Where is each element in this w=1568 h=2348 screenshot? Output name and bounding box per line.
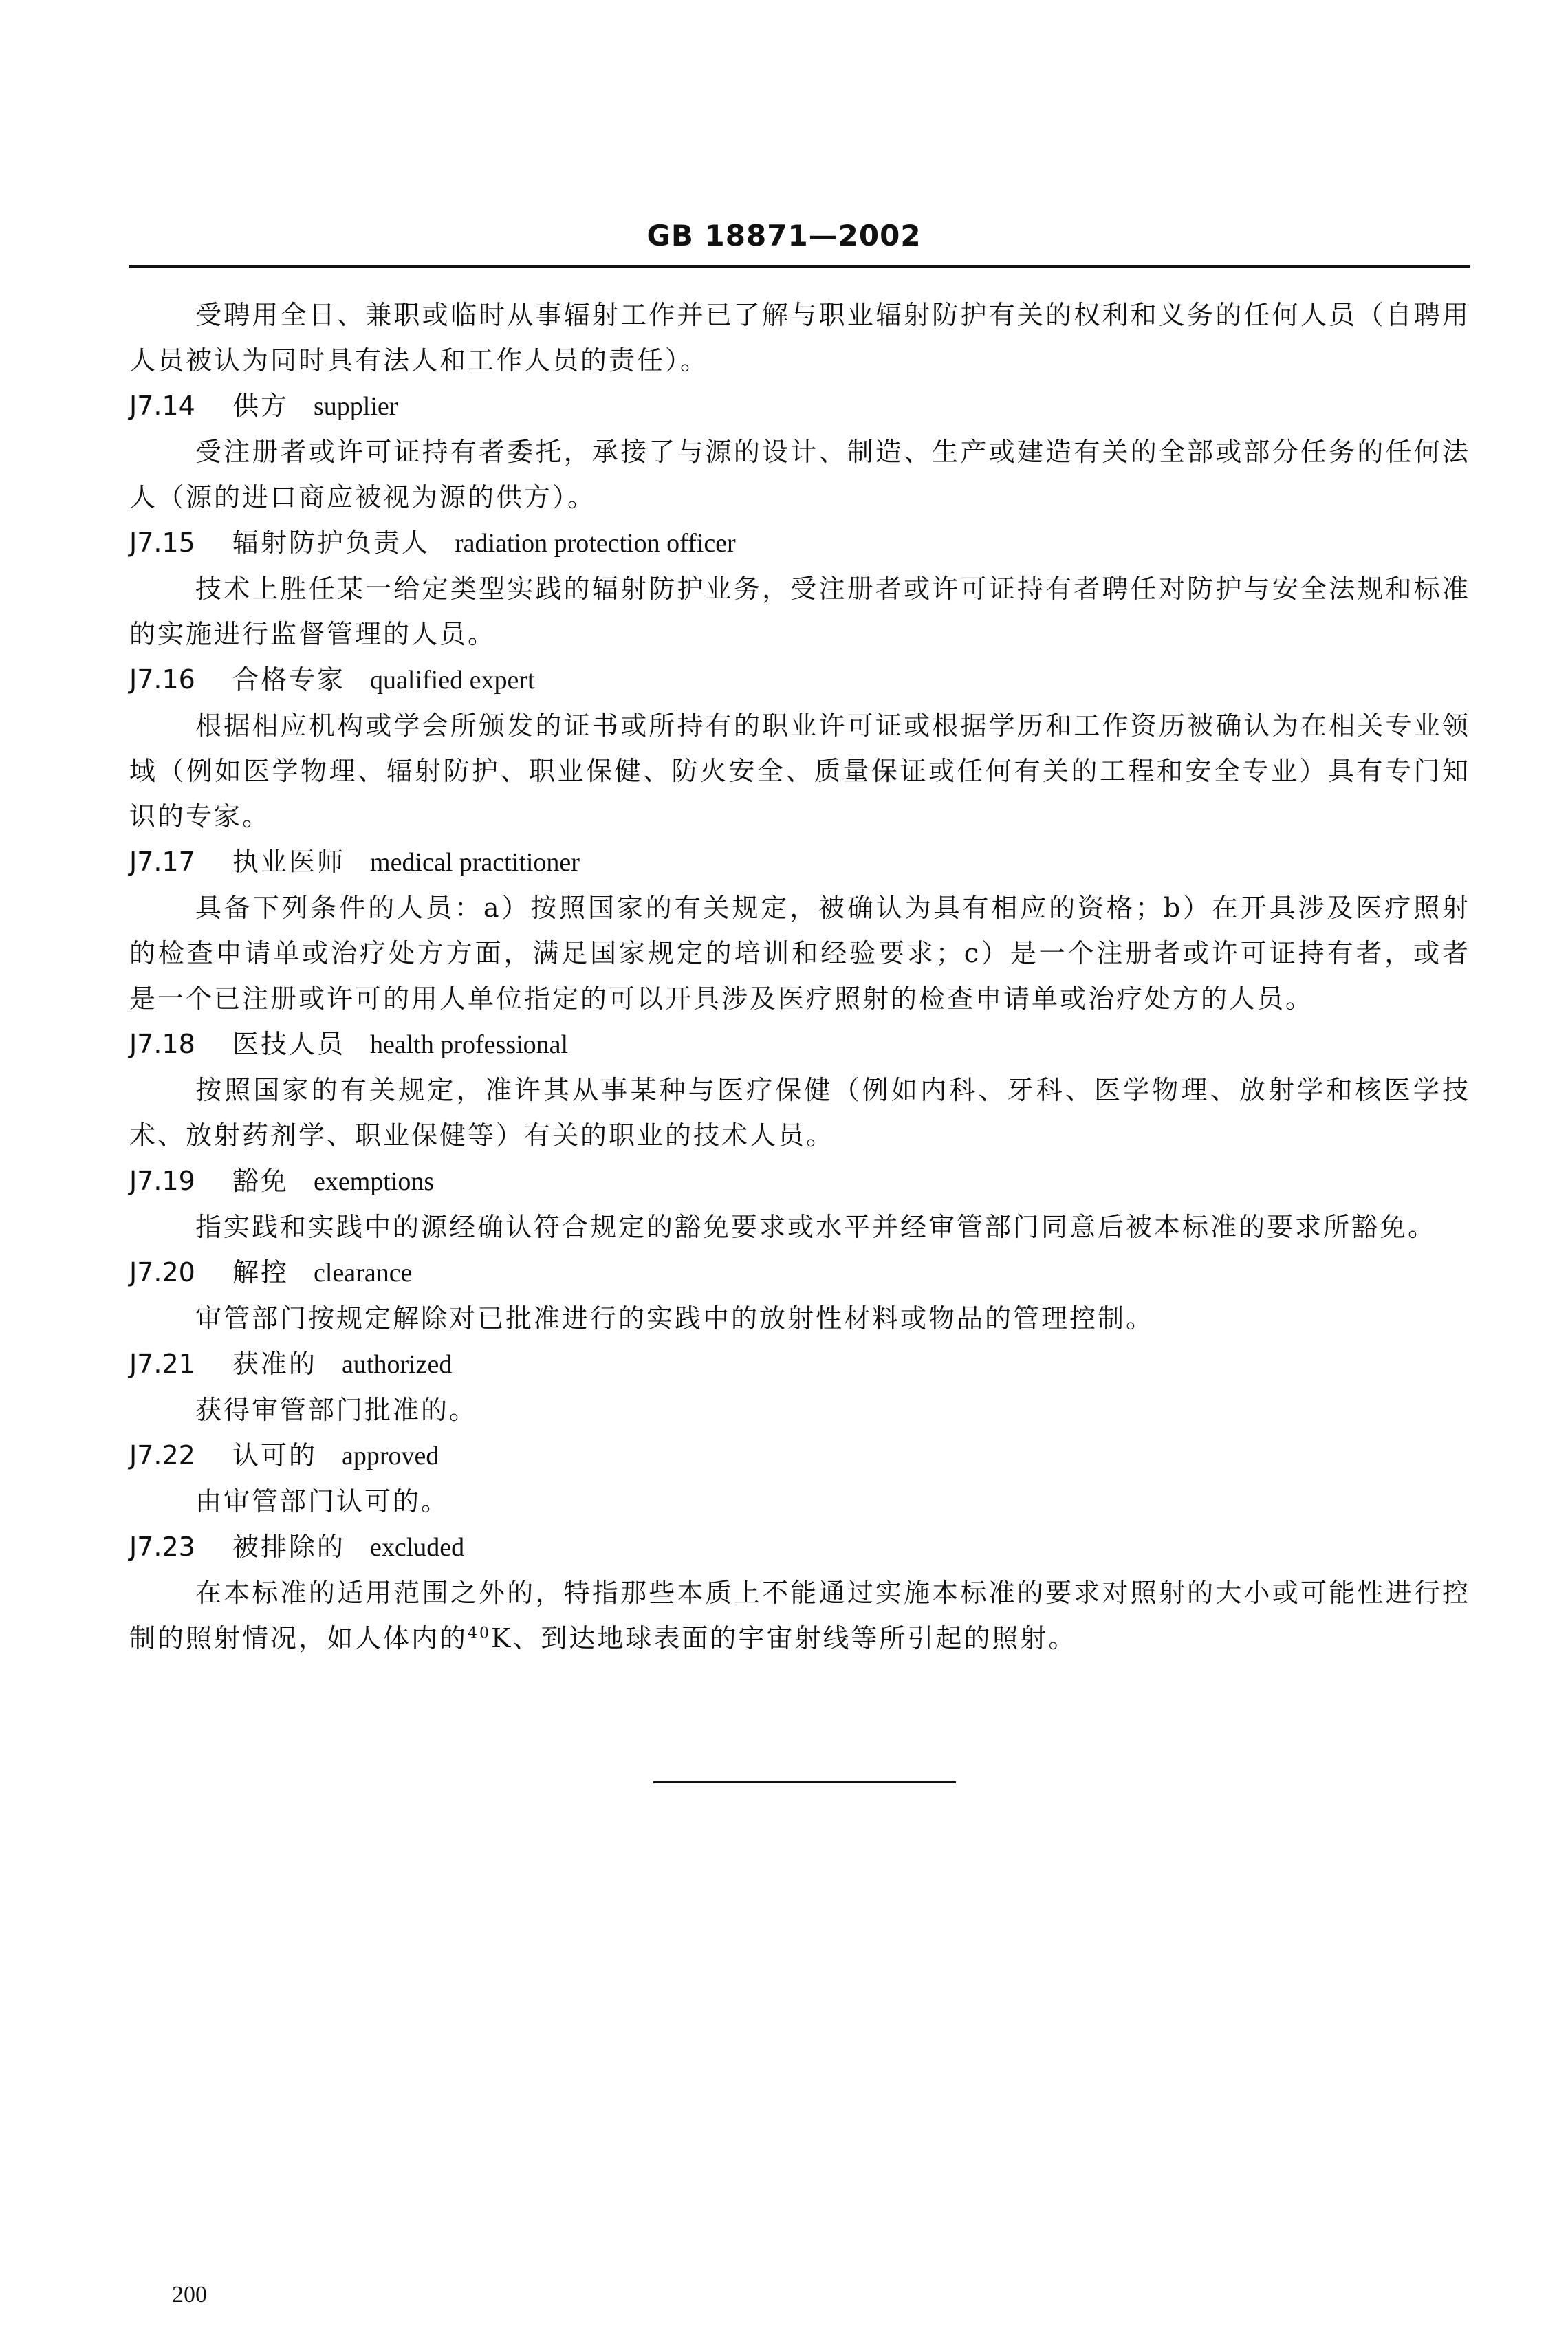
definition-paragraph: 受聘用全日、兼职或临时从事辐射工作并已了解与职业辐射防护有关的权利和义务的任何人员（自聘用人员被认为同时具有法人和工作人员的责任）。 bbox=[129, 300, 1470, 376]
term-english: clearance bbox=[314, 1259, 413, 1287]
text-after-superscript: K、到达地球表面的宇宙射线等所引起的照射。 bbox=[491, 1623, 1077, 1653]
term-english: approved bbox=[342, 1442, 439, 1470]
term-heading bbox=[129, 520, 1470, 566]
definition-paragraph: 审管部门按规定解除对已批准进行的实践中的放射性材料或物品的管理控制。 bbox=[195, 1303, 1155, 1334]
term-heading bbox=[129, 1250, 1470, 1296]
term-chinese: 执业医师 bbox=[232, 847, 346, 877]
term-english: health professional bbox=[370, 1030, 569, 1059]
term-english: excluded bbox=[370, 1533, 465, 1562]
standard-code-header: GB 18871—2002 bbox=[646, 219, 922, 252]
term-english: qualified expert bbox=[370, 666, 535, 695]
clause-number: J7.16 bbox=[129, 664, 195, 695]
term-heading bbox=[129, 383, 1470, 429]
term-heading bbox=[129, 657, 1470, 703]
term-english: radiation protection officer bbox=[455, 529, 736, 558]
definition-paragraph: 技术上胜任某一给定类型实践的辐射防护业务，受注册者或许可证持有者聘任对防护与安全法规和标准的实施进行监督管理的人员。 bbox=[129, 574, 1470, 649]
clause-number: J7.17 bbox=[129, 847, 195, 877]
term-chinese: 医技人员 bbox=[232, 1029, 346, 1059]
definition-paragraph: 由审管部门认可的。 bbox=[195, 1486, 450, 1517]
term-chinese: 豁免 bbox=[232, 1166, 290, 1196]
term-chinese: 被排除的 bbox=[232, 1532, 346, 1562]
definition-paragraph: 获得审管部门批准的。 bbox=[195, 1395, 478, 1425]
clause-number: J7.20 bbox=[129, 1257, 195, 1287]
definition-paragraph: 指实践和实践中的源经确认符合规定的豁免要求或水平并经审管部门同意后被本标准的要求所豁免。 bbox=[195, 1212, 1437, 1242]
isotope-mass-superscript: 40 bbox=[468, 1624, 492, 1642]
clause-number: J7.23 bbox=[129, 1532, 195, 1562]
clause-number: J7.14 bbox=[129, 391, 195, 421]
term-heading bbox=[129, 1524, 1470, 1570]
term-chinese: 合格专家 bbox=[232, 664, 346, 695]
clause-number: J7.18 bbox=[129, 1029, 195, 1059]
term-english: authorized bbox=[342, 1350, 453, 1379]
clause-number: J7.22 bbox=[129, 1440, 195, 1470]
term-english: exemptions bbox=[314, 1167, 435, 1196]
text-before-superscript: 在本标准的适用范围之外的，特指那些本质上不能通过实施本标准的要求对照射的大小或可能性进行控制的照射情况，如人体内的 bbox=[129, 1578, 1470, 1653]
definition-paragraph: 具备下列条件的人员：a）按照国家的有关规定，被确认为具有相应的资格；b）在开具涉及医疗照射的检查申请单或治疗处方方面，满足国家规定的培训和经验要求；c）是一个注册者或许可证持有者，或者是一个已注册或许可的用人单位指定的可以开具涉及医疗照射的检查申请单或治疗处方的人员。 bbox=[129, 893, 1470, 1014]
definition-paragraph: 根据相应机构或学会所颁发的证书或所持有的职业许可证或根据学历和工作资历被确认为在相关专业领域（例如医学物理、辐射防护、职业保健、防火安全、质量保证或任何有关的工程和安全专业）具有专门知识的专家。 bbox=[129, 710, 1470, 831]
term-chinese: 解控 bbox=[232, 1257, 290, 1287]
term-chinese: 获准的 bbox=[232, 1349, 318, 1379]
clause-number: J7.21 bbox=[129, 1349, 195, 1379]
definition-paragraph: 按照国家的有关规定，准许其从事某种与医疗保健（例如内科、牙科、医学物理、放射学和核医学技术、放射药剂学、职业保健等）有关的职业的技术人员。 bbox=[129, 1075, 1470, 1151]
term-english: supplier bbox=[314, 392, 398, 421]
definition-paragraph bbox=[129, 1570, 1470, 1661]
term-heading bbox=[129, 839, 1470, 885]
term-chinese: 供方 bbox=[232, 391, 290, 421]
page-number: 200 bbox=[172, 2282, 207, 2307]
term-heading bbox=[129, 1433, 1470, 1479]
header-rule bbox=[129, 265, 1470, 268]
term-chinese: 辐射防护负责人 bbox=[232, 528, 431, 558]
term-heading bbox=[129, 1341, 1470, 1387]
term-english: medical practitioner bbox=[370, 848, 580, 877]
content-body bbox=[129, 292, 1470, 1661]
definition-paragraph: 受注册者或许可证持有者委托，承接了与源的设计、制造、生产或建造有关的全部或部分任务的任何法人（源的进口商应被视为源的供方）。 bbox=[129, 437, 1470, 512]
term-heading bbox=[129, 1158, 1470, 1204]
term-chinese: 认可的 bbox=[232, 1440, 318, 1470]
clause-number: J7.15 bbox=[129, 528, 195, 558]
end-of-section-rule bbox=[653, 1781, 956, 1783]
clause-number: J7.19 bbox=[129, 1166, 195, 1196]
term-heading bbox=[129, 1021, 1470, 1067]
